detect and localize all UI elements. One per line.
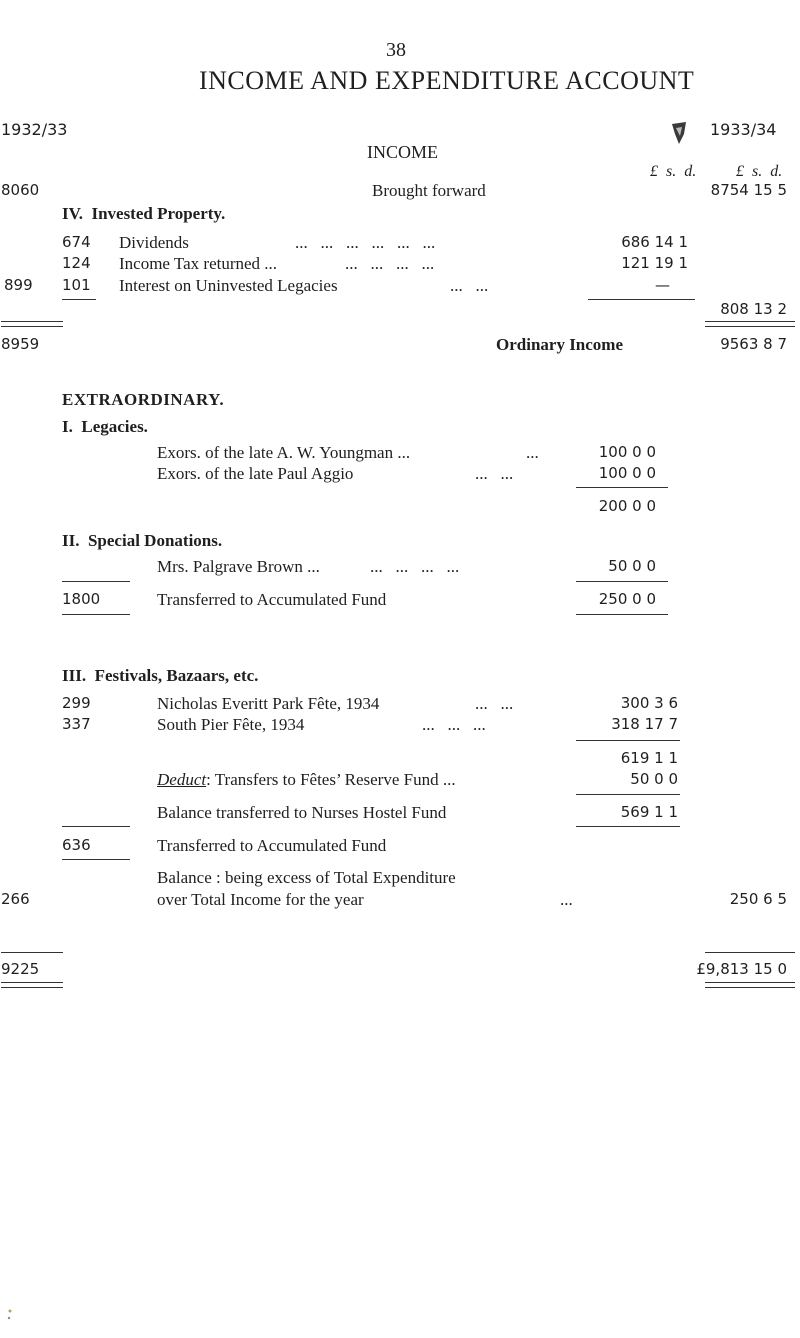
brought-forward-label: Brought forward bbox=[372, 181, 486, 200]
rule bbox=[576, 740, 680, 741]
transfer-accumulated-amount: 250 0 0 bbox=[598, 590, 656, 608]
rule bbox=[576, 614, 668, 615]
prev-ordinary-income: 8959 bbox=[1, 335, 40, 353]
transfer-accumulated-label: Transferred to Accumulated Fund bbox=[157, 590, 387, 609]
prev-brought-forward: 8060 bbox=[1, 181, 40, 199]
balance-dots: ... bbox=[560, 890, 573, 909]
prev-income-tax: 124 bbox=[62, 254, 91, 272]
south-pier-label: South Pier Fête, 1934 bbox=[157, 715, 305, 734]
rule bbox=[576, 794, 680, 795]
rule bbox=[576, 487, 668, 488]
scan-speck-icon bbox=[6, 1308, 14, 1322]
double-rule bbox=[1, 982, 63, 988]
aggio-amount: 100 0 0 bbox=[598, 464, 656, 482]
south-pier-dots: ... ... ... bbox=[422, 715, 486, 734]
prev-transfer-accumulated-2: 636 bbox=[62, 836, 91, 854]
rule bbox=[62, 826, 130, 827]
year-left: 1932/33 bbox=[1, 120, 68, 139]
double-rule bbox=[705, 982, 795, 988]
festivals-heading: III. Festivals, Bazaars, etc. bbox=[62, 666, 259, 685]
south-pier-amount: 318 17 7 bbox=[611, 715, 678, 733]
year-right: 1933/34 bbox=[710, 120, 777, 139]
rule bbox=[576, 826, 680, 827]
double-rule bbox=[705, 321, 795, 327]
double-rule bbox=[1, 321, 63, 327]
transfer-accumulated-2-label: Transferred to Accumulated Fund bbox=[157, 836, 387, 855]
dividends-label: Dividends bbox=[119, 233, 189, 252]
rule bbox=[62, 859, 130, 860]
section-title: INCOME bbox=[367, 142, 438, 162]
prev-interest: 101 bbox=[62, 276, 91, 294]
youngman-dots: ... bbox=[526, 443, 539, 462]
aggio-label: Exors. of the late Paul Aggio bbox=[157, 464, 354, 483]
balance-hostel-amount: 569 1 1 bbox=[620, 803, 678, 821]
extraordinary-heading: EXTRAORDINARY. bbox=[62, 390, 225, 409]
everitt-label: Nicholas Everitt Park Fête, 1934 bbox=[157, 694, 380, 713]
youngman-amount: 100 0 0 bbox=[598, 443, 656, 461]
everitt-dots: ... ... bbox=[475, 694, 514, 713]
balance-line1: Balance : being excess of Total Expenditure bbox=[157, 868, 456, 887]
deduct-line bbox=[157, 771, 456, 788]
grand-total-amount: £9,813 15 0 bbox=[696, 960, 787, 978]
palgrave-dots: ... ... ... ... bbox=[370, 557, 460, 576]
rule bbox=[62, 299, 96, 300]
rule bbox=[705, 952, 795, 953]
legacies-subtotal: 200 0 0 bbox=[598, 497, 656, 515]
prev-dividends: 674 bbox=[62, 233, 91, 251]
invested-total-amount: 808 13 2 bbox=[720, 300, 787, 318]
dividends-dots: ... ... ... ... ... ... bbox=[295, 233, 436, 252]
invested-heading: IV. Invested Property. bbox=[62, 204, 226, 223]
ordinary-income-label: Ordinary Income bbox=[496, 335, 624, 354]
income-tax-amount: 121 19 1 bbox=[621, 254, 688, 272]
prev-south-pier: 337 bbox=[62, 715, 91, 733]
prev-everitt: 299 bbox=[62, 694, 91, 712]
deduct-amount: 50 0 0 bbox=[630, 770, 678, 788]
stamp-mark-icon bbox=[668, 120, 690, 146]
deduct-rest: : Transfers to Fêtes’ Reserve Fund ... bbox=[206, 770, 456, 789]
lsd-header-mid: £ s. d. bbox=[650, 163, 697, 180]
prev-invested-total: 899 bbox=[4, 276, 33, 294]
rule bbox=[588, 299, 695, 300]
dividends-amount: 686 14 1 bbox=[621, 233, 688, 251]
rule bbox=[576, 581, 668, 582]
prev-grand-total: 9225 bbox=[1, 960, 40, 978]
interest-dots: ... ... bbox=[450, 276, 489, 295]
rule bbox=[62, 614, 130, 615]
special-heading: II. Special Donations. bbox=[62, 531, 223, 550]
income-tax-dots: ... ... ... ... bbox=[345, 254, 435, 273]
rule bbox=[62, 581, 130, 582]
interest-label: Interest on Uninvested Legacies bbox=[119, 276, 338, 295]
festivals-subtotal: 619 1 1 bbox=[620, 749, 678, 767]
prev-transfer-accumulated: 1800 bbox=[62, 590, 101, 608]
interest-amount: — bbox=[655, 276, 670, 294]
balance-hostel-label: Balance transferred to Nurses Hostel Fund bbox=[157, 803, 447, 822]
prev-balance: 266 bbox=[1, 890, 30, 908]
aggio-dots: ... ... bbox=[475, 464, 514, 483]
youngman-label: Exors. of the late A. W. Youngman ... bbox=[157, 443, 411, 462]
palgrave-label: Mrs. Palgrave Brown ... bbox=[157, 557, 320, 576]
palgrave-amount: 50 0 0 bbox=[608, 557, 656, 575]
income-tax-label: Income Tax returned ... bbox=[119, 254, 278, 273]
deduct-word: Deduct bbox=[157, 770, 207, 789]
legacies-heading: I. Legacies. bbox=[62, 417, 148, 436]
everitt-amount: 300 3 6 bbox=[620, 694, 678, 712]
ordinary-income-amount: 9563 8 7 bbox=[720, 335, 787, 353]
rule bbox=[1, 952, 63, 953]
page-title: INCOME AND EXPENDITURE ACCOUNT bbox=[199, 66, 695, 95]
brought-forward-amount: 8754 15 5 bbox=[710, 181, 787, 199]
balance-amount: 250 6 5 bbox=[729, 890, 787, 908]
balance-line2: over Total Income for the year bbox=[157, 890, 364, 909]
lsd-header-right: £ s. d. bbox=[736, 163, 783, 180]
page-number: 38 bbox=[386, 39, 406, 61]
